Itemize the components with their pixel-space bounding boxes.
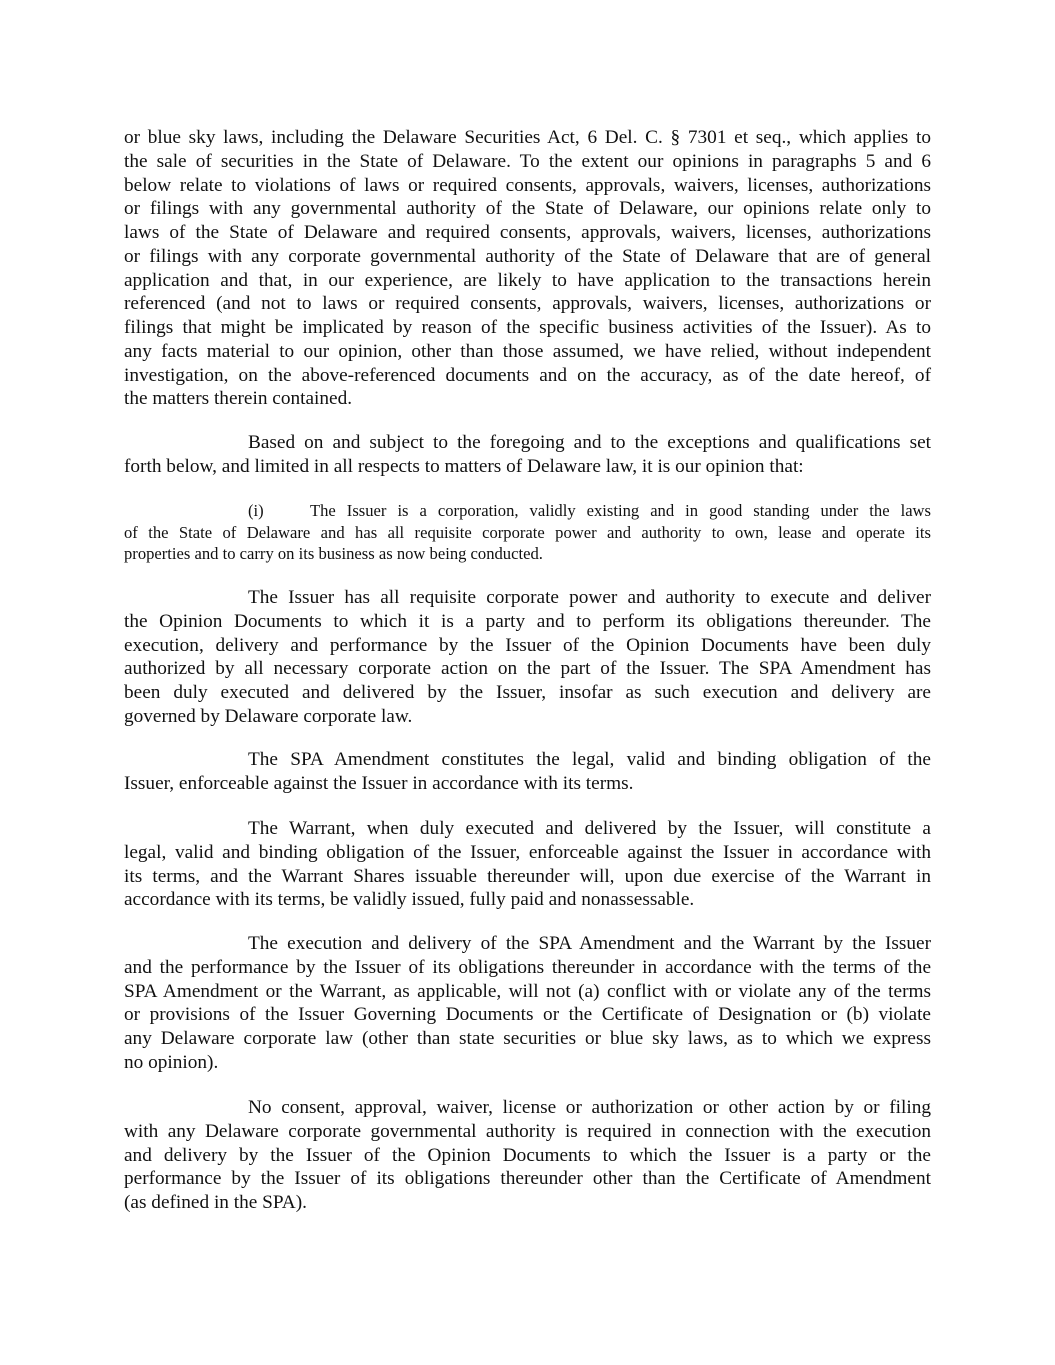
text-line: and delivery by the Issuer of the Opinion Documents to which the Issuer is a party or the — [124, 1144, 931, 1166]
paragraph-authority — [124, 586, 931, 729]
text-line: legal, valid and binding obligation of the Issuer, enforceable against the Issuer in accordance with — [124, 841, 931, 863]
text-line: the Opinion Documents to which it is a party and to perform its obligations thereunder. The — [124, 610, 931, 632]
text-line: laws of the State of Delaware and required consents, approvals, waivers, licenses, authorizations — [124, 222, 931, 243]
text-line: below relate to violations of laws or required consents, approvals, waivers, licenses, authorizations — [124, 174, 931, 196]
paragraph-based-on — [124, 431, 931, 479]
text-line: or filings with any corporate governmental authority of the State of Delaware that are of general — [124, 245, 931, 267]
text-line: authorized by all necessary corporate action on the part of the Issuer. The SPA Amendment has — [124, 658, 931, 680]
text-line: The Warrant, when duly executed and delivered by the Issuer, will constitute a — [248, 818, 931, 839]
paragraph-no-consent — [124, 1096, 931, 1215]
text-line: properties and to carry on its business as now being conducted. — [124, 544, 543, 563]
text-line: Issuer, enforceable against the Issuer in accordance with its terms. — [124, 772, 634, 794]
text-line: been duly executed and delivered by the Issuer, insofar as such execution and delivery are — [124, 682, 931, 703]
text-line: with any Delaware corporate governmental authority is required in connection with the execution — [124, 1120, 931, 1142]
paragraph-no-conflict — [124, 932, 931, 1075]
text-line: The Issuer has all requisite corporate power and authority to execute and deliver — [248, 587, 931, 608]
text-line: The SPA Amendment constitutes the legal, valid and binding obligation of the — [248, 749, 931, 770]
text-line — [124, 500, 931, 522]
text-line: SPA Amendment or the Warrant, as applicable, will not (a) conflict with or violate any of the terms — [124, 980, 931, 1002]
text-line: filings that might be implicated by reason of the specific business activities of the Issuer). As to — [124, 317, 931, 338]
text-line: application and that, in our experience, are likely to have application to the transactions herein — [124, 269, 931, 291]
text-line: execution, delivery and performance by the Issuer of the Opinion Documents have been duly — [124, 634, 931, 656]
text-line: (as defined in the SPA). — [124, 1192, 307, 1213]
text-line: of the State of Delaware and has all requisite corporate power and authority to own, lease and operate its — [124, 522, 931, 542]
text-line: its terms, and the Warrant Shares issuable thereunder will, upon due exercise of the Warrant in — [124, 865, 931, 887]
item-number: (i) — [248, 501, 264, 520]
paragraph-warrant — [124, 817, 931, 912]
text-line: referenced (and not to laws or required consents, approvals, waivers, licenses, authorizations or — [124, 293, 931, 315]
text-line: no opinion). — [124, 1051, 219, 1073]
text-line: performance by the Issuer of its obligations thereunder other than the Certificate of Amendment — [124, 1168, 931, 1190]
paragraph-scope — [124, 126, 931, 411]
paragraph-spa-binding — [124, 748, 931, 796]
item-text: The Issuer is a corporation, validly existing and in good standing under the laws — [310, 501, 931, 520]
text-line: any Delaware corporate law (other than state securities or blue sky laws, as to which we express — [124, 1028, 931, 1049]
text-line: and the performance by the Issuer of its obligations thereunder in accordance with the terms of the — [124, 956, 931, 978]
text-line: the sale of securities in the State of Delaware. To the extent our opinions in paragraphs 5 and 6 — [124, 150, 931, 172]
text-line: or filings with any governmental authority of the State of Delaware, our opinions relate only to — [124, 198, 931, 220]
text-line: No consent, approval, waiver, license or authorization or other action by or filing — [248, 1097, 931, 1118]
opinion-item-i — [124, 500, 931, 565]
text-line: the matters therein contained. — [124, 388, 353, 410]
text-line: any facts material to our opinion, other than those assumed, we have relied, without independent — [124, 340, 931, 362]
text-line: Based on and subject to the foregoing and to the exceptions and qualifications set — [248, 432, 931, 453]
text-line: The execution and delivery of the SPA Amendment and the Warrant by the Issuer — [248, 933, 931, 954]
text-line: or blue sky laws, including the Delaware Securities Act, 6 Del. C. § 7301 et seq., which applies to — [124, 127, 931, 148]
text-line: investigation, on the above-referenced documents and on the accuracy, as of the date hereof, of — [124, 364, 931, 386]
text-line: governed by Delaware corporate law. — [124, 705, 413, 727]
text-line: or provisions of the Issuer Governing Documents or the Certificate of Designation or (b) violate — [124, 1004, 931, 1026]
text-line: forth below, and limited in all respects to matters of Delaware law, it is our opinion that: — [124, 455, 804, 477]
text-line: accordance with its terms, be validly issued, fully paid and nonassessable. — [124, 889, 695, 911]
